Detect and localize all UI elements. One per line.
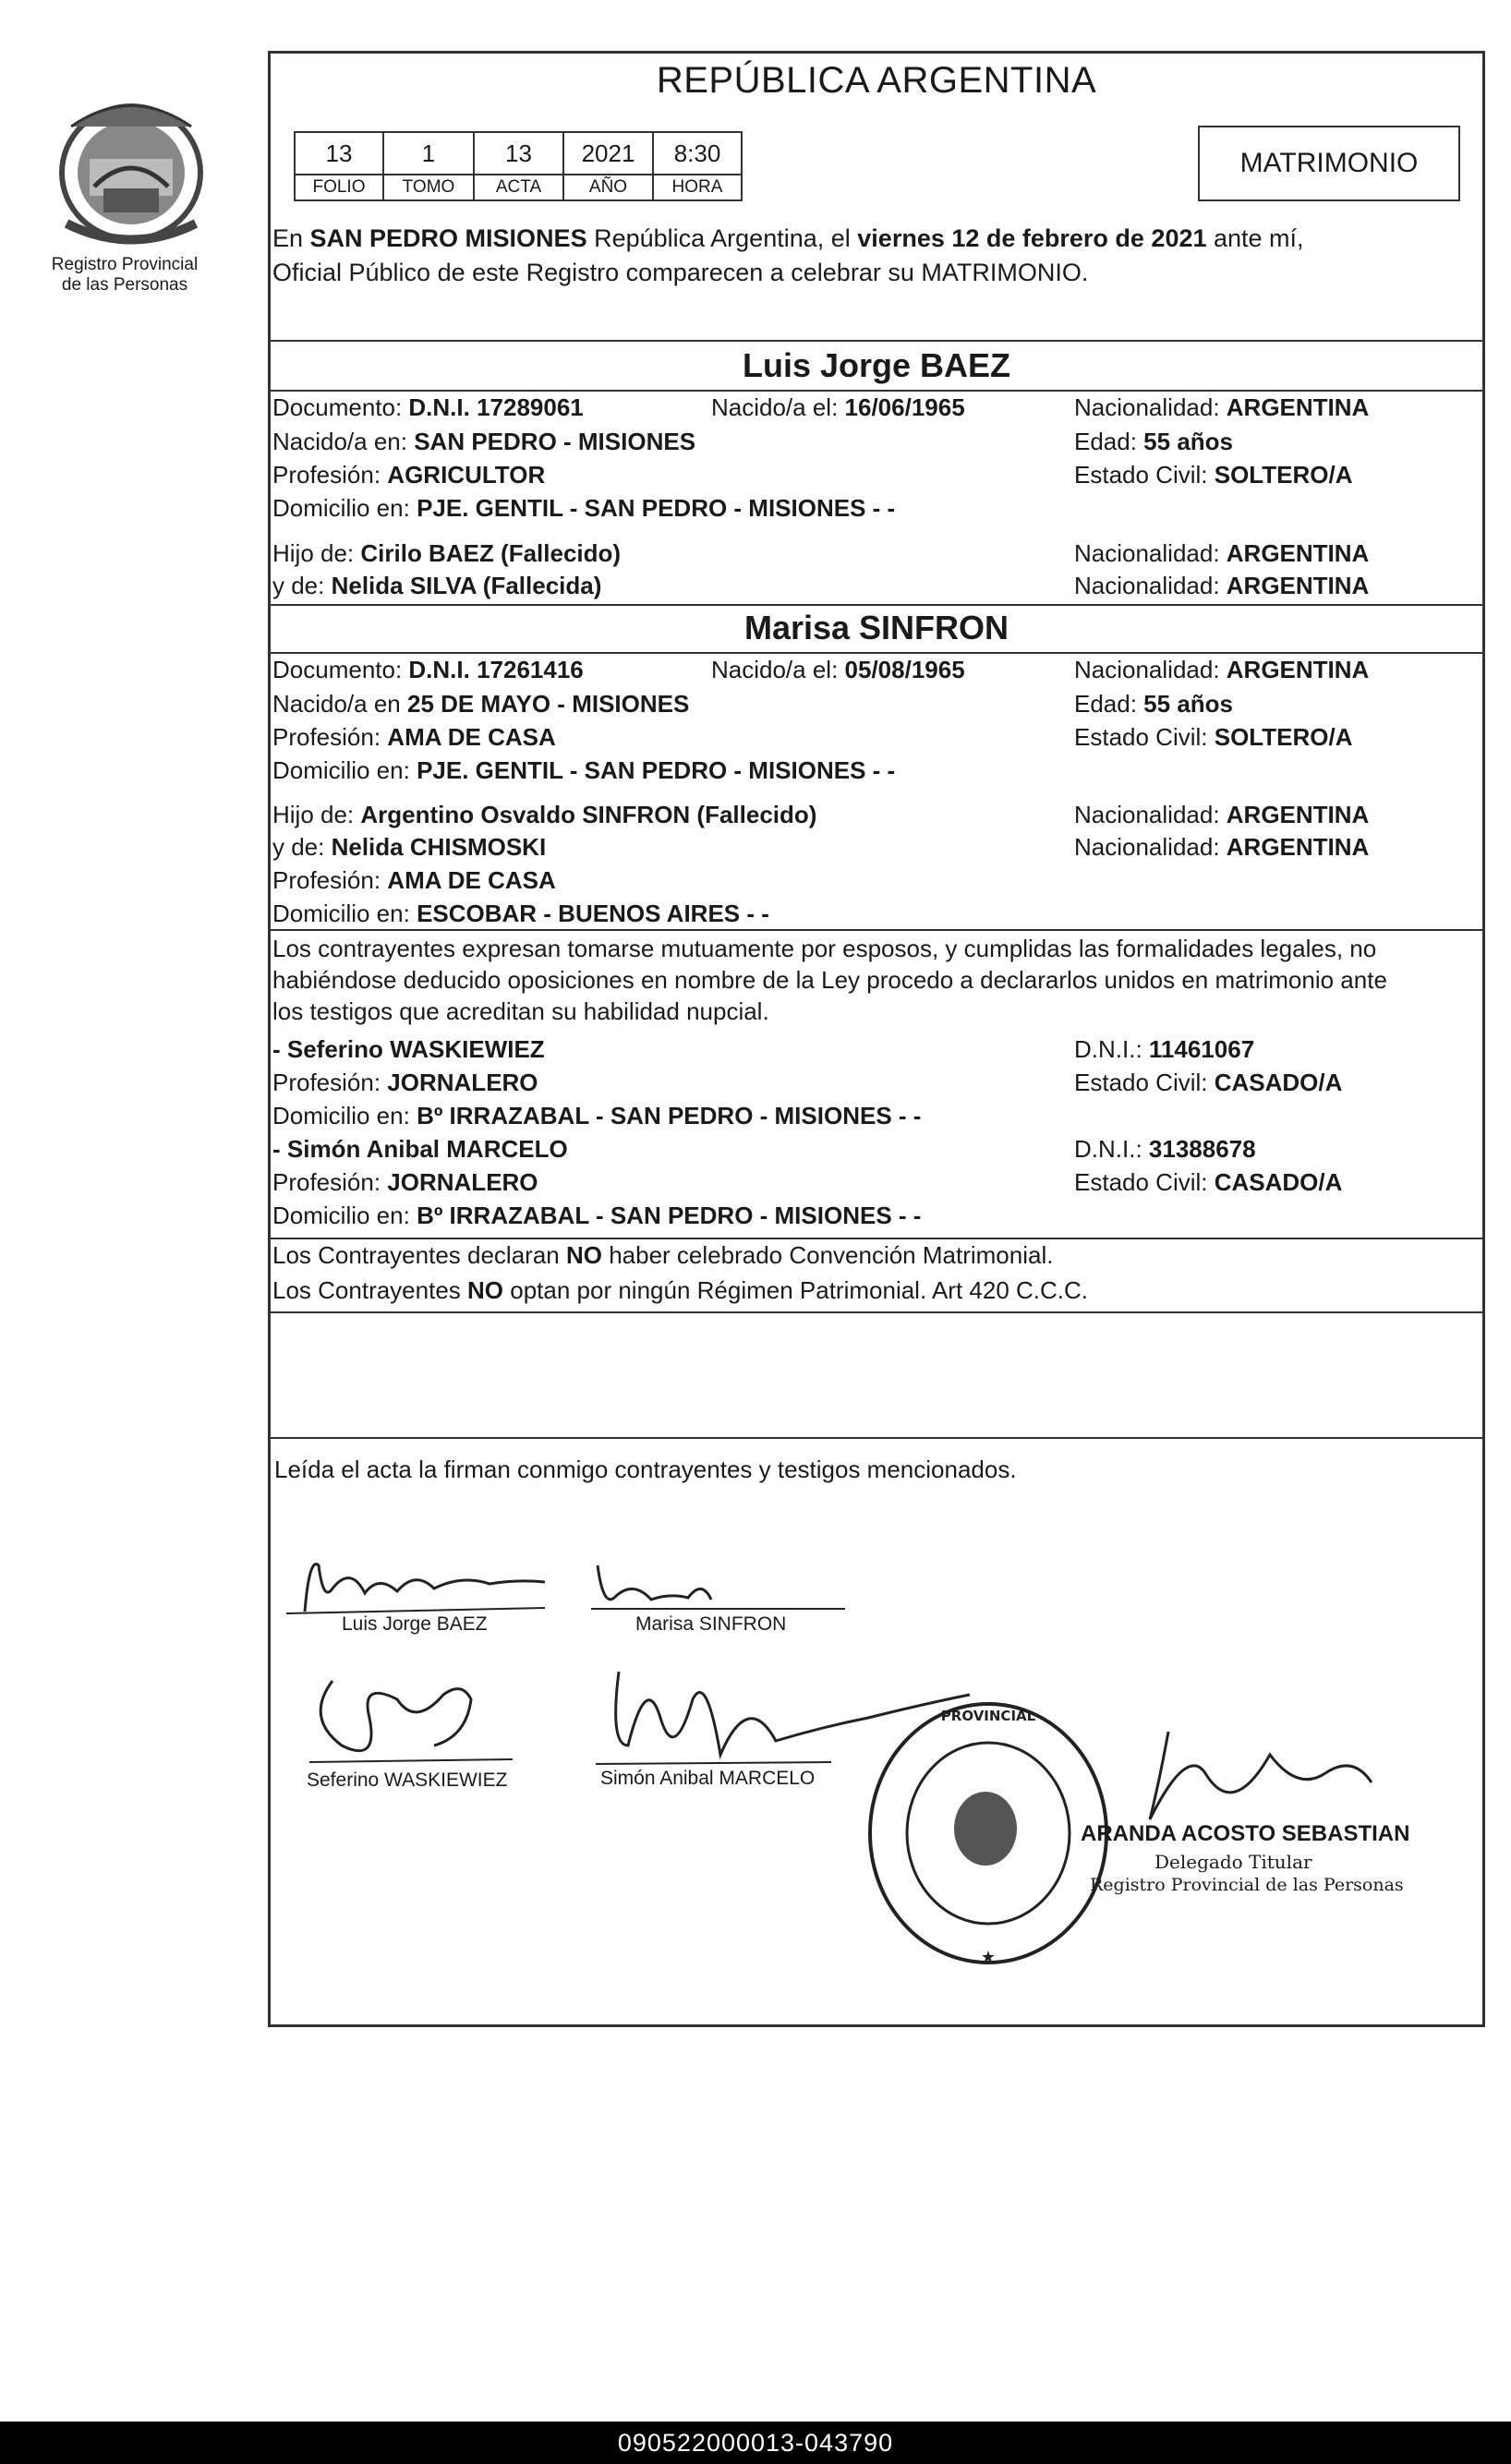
certificate-type-box: MATRIMONIO <box>1198 126 1460 201</box>
spouse1-nationality: Nacionalidad: ARGENTINA <box>1074 393 1370 421</box>
spouse2-doc: Documento: D.N.I. 17261416 <box>272 656 584 683</box>
spouse2-mother-address: Domicilio en: ESCOBAR - BUENOS AIRES - - <box>272 900 769 927</box>
witness1-civil-status: Estado Civil: CASADO/A <box>1074 1069 1343 1096</box>
emblem-caption-line2: de las Personas <box>61 275 188 295</box>
spouse1-address: Domicilio en: PJE. GENTIL - SAN PEDRO - MISIONES - - <box>272 494 896 522</box>
spouse2-born-in: Nacido/a en 25 DE MAYO - MISIONES <box>272 690 690 718</box>
witness2-dni: D.N.I.: 31388678 <box>1074 1135 1256 1163</box>
hour-label: HORA <box>653 175 742 200</box>
document-code: 090522000013-043790 <box>0 2422 1511 2464</box>
convention-line1: Los Contrayentes declaran NO haber celebrado Convención Matrimonial. <box>272 1241 1054 1269</box>
witness1-profession: Profesión: JORNALERO <box>272 1069 538 1096</box>
tomo-value: 1 <box>383 132 474 175</box>
witness2-name: - Simón Anibal MARCELO <box>272 1135 568 1163</box>
acta-label: ACTA <box>474 175 563 200</box>
spouse2-address: Domicilio en: PJE. GENTIL - SAN PEDRO - MISIONES - - <box>272 756 896 784</box>
witness1-dni: D.N.I.: 11461067 <box>1074 1035 1255 1063</box>
spouse1-age: Edad: 55 años <box>1074 428 1233 455</box>
folio-value: 13 <box>295 132 383 175</box>
spouse2-mother-profession: Profesión: AMA DE CASA <box>272 866 556 894</box>
year-label: AÑO <box>563 175 653 200</box>
spouse1-father: Hijo de: Cirilo BAEZ (Fallecido) <box>272 539 622 567</box>
spouse1-doc: Documento: D.N.I. 17289061 <box>272 393 584 421</box>
intro-date: viernes 12 de febrero de 2021 <box>857 224 1207 252</box>
folio-label: FOLIO <box>295 175 383 200</box>
witness2-address: Domicilio en: Bº IRRAZABAL - SAN PEDRO - MISIONES - - <box>272 1202 922 1229</box>
witness2-profession: Profesión: JORNALERO <box>272 1168 538 1196</box>
reading-statement: Leída el acta la firman conmigo contrayentes y testigos mencionados. <box>274 1455 1017 1483</box>
acta-value: 13 <box>474 132 563 175</box>
signature-label-seferino: Seferino WASKIEWIEZ <box>307 1769 508 1791</box>
convention-line2: Los Contrayentes NO optan por ningún Régimen Patrimonial. Art 420 C.C.C. <box>272 1276 1089 1304</box>
official-seal-icon <box>864 1695 1113 1972</box>
spouse2-profession: Profesión: AMA DE CASA <box>272 723 556 751</box>
spouse2-born-on: Nacido/a el: 05/08/1965 <box>711 656 965 683</box>
hour-value: 8:30 <box>653 132 742 175</box>
spouse2-civil-status: Estado Civil: SOLTERO/A <box>1074 723 1353 751</box>
divider <box>268 604 1485 606</box>
witness2-civil-status: Estado Civil: CASADO/A <box>1074 1168 1343 1196</box>
spouse2-mother: y de: Nelida CHISMOSKI <box>272 833 547 861</box>
spouse1-father-nationality: Nacionalidad: ARGENTINA <box>1074 539 1370 567</box>
signature-label-simon: Simón Anibal MARCELO <box>600 1768 816 1789</box>
spouse1-civil-status: Estado Civil: SOLTERO/A <box>1074 461 1353 489</box>
folio-table <box>294 131 743 201</box>
signature-label-luis: Luis Jorge BAEZ <box>342 1613 488 1635</box>
witness1-address: Domicilio en: Bº IRRAZABAL - SAN PEDRO - MISIONES - - <box>272 1102 922 1129</box>
emblem-caption <box>26 255 224 296</box>
declaration: Los contrayentes expresan tomarse mutuamente por esposos, y cumplidas las formalidades legales, no habiéndose deducido oposiciones en nombre de la Ley procedo a declararlos unidos en matrimonio ante los testigos que acreditan su habilidad nupcial. <box>272 935 1387 1025</box>
spouse2-father-nationality: Nacionalidad: ARGENTINA <box>1074 801 1370 828</box>
official-role: Delegado Titular <box>1154 1851 1312 1873</box>
tomo-label: TOMO <box>383 175 474 200</box>
spouse2-nationality: Nacionalidad: ARGENTINA <box>1074 656 1370 683</box>
spouse1-name: Luis Jorge BAEZ <box>742 346 1011 384</box>
signature-seferino-icon <box>305 1662 517 1773</box>
spouse1-born-in: Nacido/a en: SAN PEDRO - MISIONES <box>272 428 696 455</box>
spouse1-mother-nationality: Nacionalidad: ARGENTINA <box>1074 572 1370 599</box>
spouse1-mother: y de: Nelida SILVA (Fallecida) <box>272 572 602 599</box>
spouse2-mother-nationality: Nacionalidad: ARGENTINA <box>1074 833 1370 861</box>
official-org: Registro Provincial de las Personas <box>1090 1875 1404 1895</box>
witness1-name: - Seferino WASKIEWIEZ <box>272 1035 545 1063</box>
year-value: 2021 <box>563 132 653 175</box>
spouse2-father: Hijo de: Argentino Osvaldo SINFRON (Fallecido) <box>272 801 817 828</box>
divider <box>268 1311 1485 1313</box>
spouse1-born-on: Nacido/a el: 16/06/1965 <box>711 393 965 421</box>
spouse2-age: Edad: 55 años <box>1074 690 1233 718</box>
intro-place: SAN PEDRO MISIONES <box>309 224 587 252</box>
emblem-caption-line1: Registro Provincial <box>51 255 199 274</box>
emblem-logo-icon <box>39 85 224 251</box>
signature-label-marisa: Marisa SINFRON <box>635 1613 787 1635</box>
svg-text:PROVINCIAL: PROVINCIAL <box>940 1708 1036 1724</box>
divider <box>268 340 1485 342</box>
spouse2-name: Marisa SINFRON <box>743 609 1009 646</box>
intro-paragraph: En SAN PEDRO MISIONES República Argentina, el viernes 12 de febrero de 2021 ante mí, Oficial Público de este Registro comparecen a celebrar su MATRIMONIO. <box>272 222 1482 290</box>
svg-text:★: ★ <box>980 1948 997 1967</box>
intro-line2: Oficial Público de este Registro comparecen a celebrar su MATRIMONIO. <box>272 259 1089 286</box>
spouse1-profession: Profesión: AGRICULTOR <box>272 461 546 489</box>
official-stamp <box>1081 1718 1432 1895</box>
page-title: REPÚBLICA ARGENTINA <box>656 60 1097 101</box>
official-name: ARANDA ACOSTO SEBASTIAN <box>1081 1821 1410 1846</box>
divider <box>268 1437 1485 1439</box>
divider <box>268 929 1485 931</box>
